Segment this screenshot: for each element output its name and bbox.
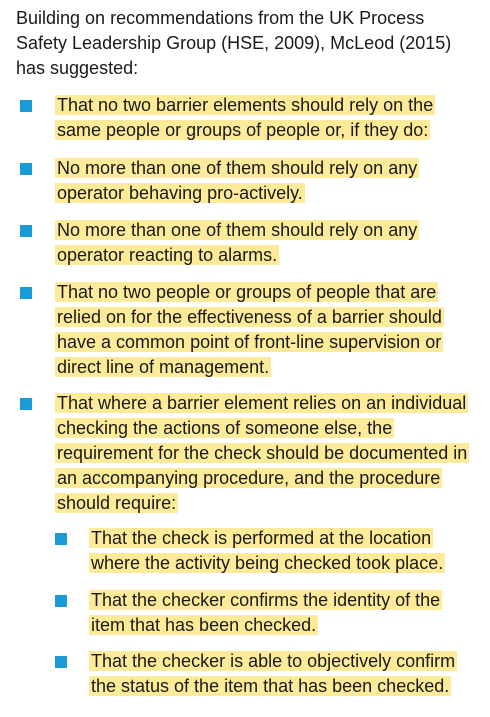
highlighted-text: That the check is performed at the location where the activity being checked took place. <box>91 528 444 573</box>
square-bullet-icon <box>20 398 32 410</box>
square-bullet-icon <box>20 287 32 299</box>
square-bullet-icon <box>55 533 67 545</box>
square-bullet-icon <box>20 163 32 175</box>
square-bullet-icon <box>55 595 67 607</box>
highlighted-text: That the checker is able to objectively confirm the status of the item that has been checked. <box>91 651 456 696</box>
square-bullet-icon <box>20 100 32 112</box>
intro-paragraph: Building on recommendations from the UK Process Safety Leadership Group (HSE, 2009), McLeod (2015) has suggested: <box>16 8 452 78</box>
highlighted-text: That where a barrier element relies on an individual checking the actions of someone else, the requirement for the check should be documented in an accompanying procedure, and the procedure should require: <box>57 393 468 513</box>
highlighted-text: No more than one of them should rely on any operator behaving pro-actively. <box>57 158 418 203</box>
square-bullet-icon <box>55 656 67 668</box>
highlighted-text: No more than one of them should rely on any operator reacting to alarms. <box>57 220 418 265</box>
highlighted-text: That no two people or groups of people that are relied on for the effectiveness of a barrier should have a common point of front-line supervision or direct line of management. <box>57 282 442 377</box>
square-bullet-icon <box>20 225 32 237</box>
highlighted-text: That no two barrier elements should rely on the same people or groups of people or, if they do: <box>57 95 434 140</box>
highlighted-text: That the checker confirms the identity of the item that has been checked. <box>91 590 441 635</box>
